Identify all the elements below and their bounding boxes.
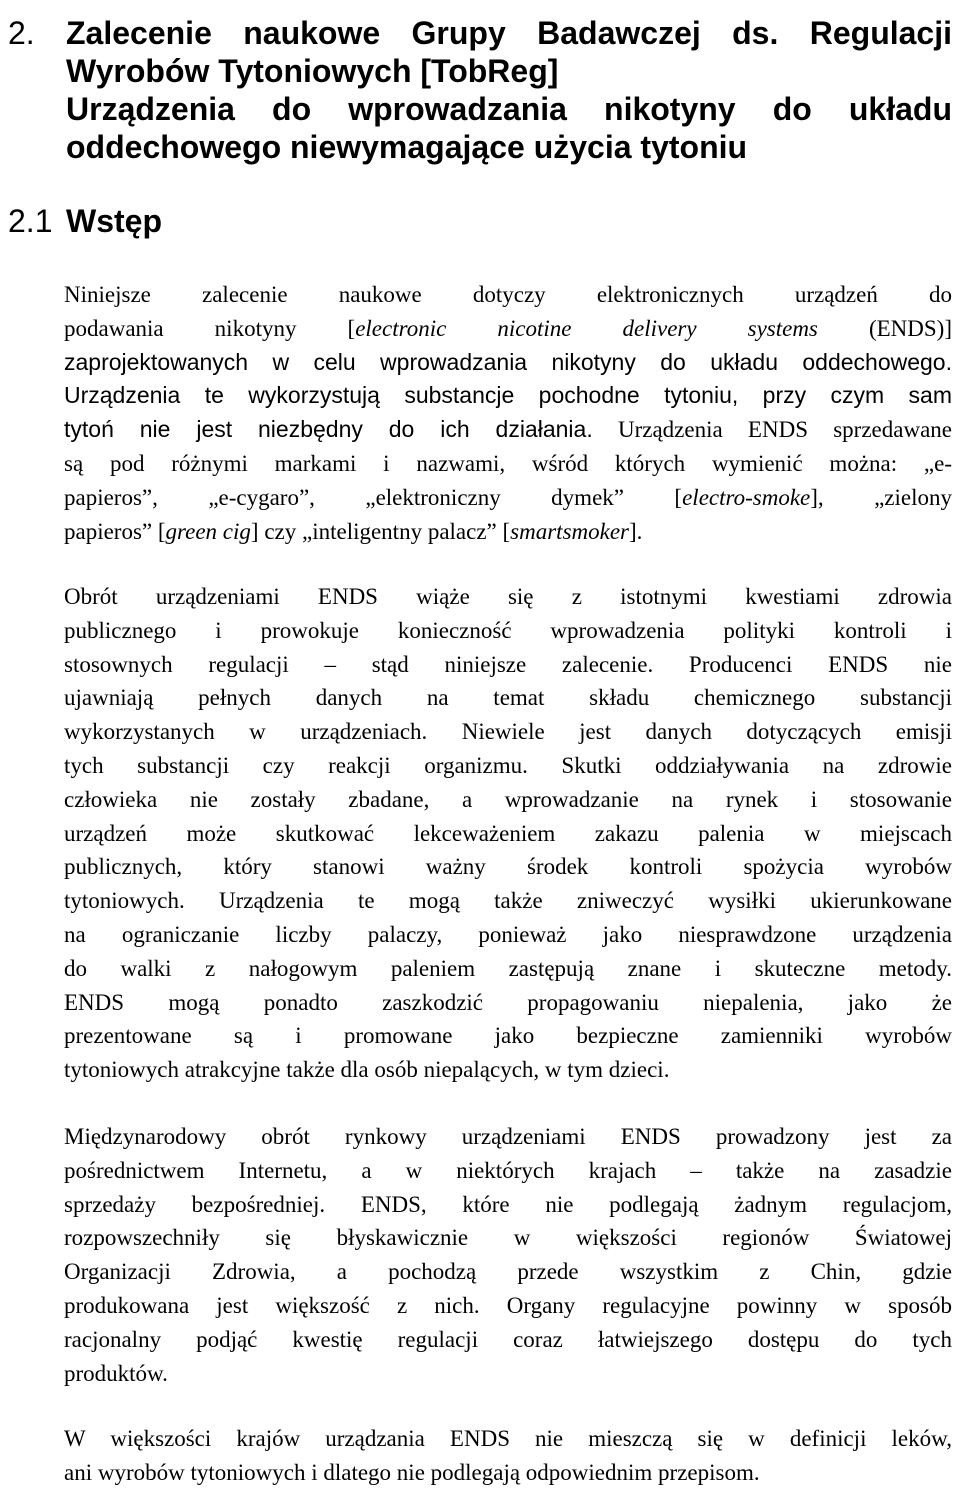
paragraph-line: wykorzystanych w urządzeniach. Niewiele jest danych dotyczących emisji [64,719,952,745]
paragraph-line: Organizacji Zdrowia, a pochodzą przede wszystkim z Chin, gdzie [64,1259,952,1285]
paragraph-line: tych substancji czy reakcji organizmu. Skutki oddziaływania na zdrowie [64,752,952,778]
paragraph-line: papieros” [green cig] czy „inteligentny palacz” [smartsmoker]. [64,518,643,544]
paragraph-line: ani wyrobów tytoniowych i dlatego nie podlegają odpowiednim przepisom. [64,1459,760,1485]
paragraph-line: Obrót urządzeniami ENDS wiąże się z istotnymi kwestiami zdrowia [64,584,952,609]
paragraph-line: ENDS mogą ponadto zaszkodzić propagowaniu niepalenia, jako że [64,989,952,1015]
paragraph-line: tytoniowych atrakcyjne także dla osób niepalących, w tym dzieci. [64,1057,670,1083]
section-heading [8,202,952,240]
paragraph-line: publicznych, który stanowi ważny środek kontroli spożycia wyrobów [64,854,952,880]
paragraph-international-trade [64,1120,952,1390]
title-line: Zalecenie naukowe Grupy Badawczej ds. Regulacji [66,15,952,51]
italic-term: electronic nicotine delivery systems [355,315,818,341]
paragraph-line: ujawniają pełnych danych na temat składu chemicznego substancji [64,685,952,711]
paragraph-line: człowieka nie zostały zbadane, a wprowadzanie na rynek i stosowanie [64,786,952,812]
document-title [8,14,952,166]
title-number: 2. [8,15,35,51]
paragraph-line: urządzeń może skutkować lekceważeniem zakazu palenia w miejscach [64,820,952,846]
title-line: Wyrobów Tytoniowych [TobReg] [66,53,559,89]
paragraph-line: prezentowane są i promowane jako bezpieczne zamienniki wyrobów [64,1023,952,1049]
italic-term: green cig [165,518,251,544]
section-number: 2.1 [8,203,53,239]
paragraph-line: pośrednictwem Internetu, a w niektórych krajach – także na zasadzie [64,1157,952,1183]
paragraph-line: Międzynarodowy obrót rynkowy urządzeniami ENDS prowadzony jest za [64,1124,952,1149]
paragraph-line: tytoniowych. Urządzenia te mogą także zniweczyć wysiłki ukierunkowane [64,888,952,914]
paragraph-line: produkowana jest większość z nich. Organy regulacyjne powinny w sposób [64,1292,952,1318]
paragraph-line: sprzedaży bezpośredniej. ENDS, które nie podlegają żadnym regulacjom, [64,1191,952,1217]
paragraph-line: stosownych regulacji – stąd niniejsze zalecenie. Producenci ENDS nie [64,651,952,677]
title-line: oddechowego niewymagające użycia tytoniu [66,129,748,165]
paragraph-line: są pod różnymi markami i nazwami, wśród których wymienić można: „e- [64,450,952,476]
paragraph-regulation-status [64,1422,952,1490]
paragraph-line: zaprojektowanych w celu wprowadzania nikotyny do układu oddechowego. [64,348,952,375]
paragraph-line: publicznego i prowokuje konieczność wprowadzenia polityki kontroli i [64,617,952,643]
paragraph-line: tytoń nie jest niezbędny do ich działania. Urządzenia ENDS sprzedawane [64,416,952,443]
paragraph-intro [64,278,952,548]
paragraph-line: racjonalny podjąć kwestię regulacji coraz łatwiejszego dostępu do tych [64,1326,952,1352]
paragraph-line: na ograniczanie liczby palaczy, ponieważ jako niesprawdzone urządzenia [64,921,952,947]
paragraph-line: produktów. [64,1360,168,1386]
paragraph-line: papieros”, „e-cygaro”, „elektroniczny dymek” [electro-smoke], „zielony [64,484,952,510]
italic-term: electro-smoke [682,484,811,510]
paragraph-line: W większości krajów urządzania ENDS nie mieszczą się w definicji leków, [64,1426,952,1451]
paragraph-line: Urządzenia te wykorzystują substancje pochodne tytoniu, przy czym sam [64,382,952,409]
paragraph-line: do walki z nałogowym paleniem zastępują znane i skuteczne metody. [64,955,952,981]
paragraph-line: Niniejsze zalecenie naukowe dotyczy elektronicznych urządzeń do [64,282,952,307]
title-line: Urządzenia do wprowadzania nikotyny do układu [66,91,952,127]
italic-term: smartsmoker [510,518,630,544]
paragraph-public-health [64,580,952,1087]
paragraph-line: rozpowszechniły się błyskawicznie w większości regionów Światowej [64,1225,952,1251]
section-title: Wstęp [66,203,162,239]
paragraph-line: podawania nikotyny [electronic nicotine delivery systems (ENDS)] [64,315,952,341]
